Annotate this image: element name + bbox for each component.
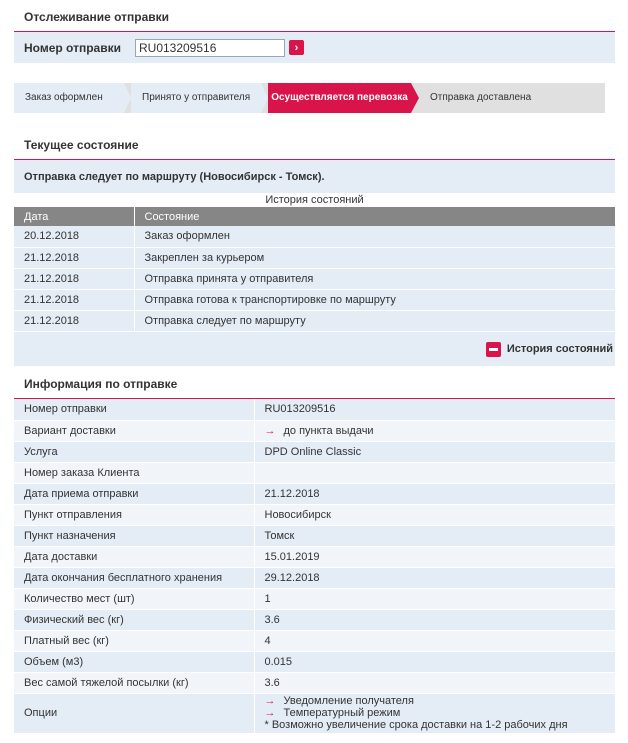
info-value: Томск xyxy=(254,525,615,546)
step-separator xyxy=(411,83,419,113)
info-row xyxy=(14,525,615,546)
info-value: 3.6 xyxy=(254,609,615,630)
row-state: Отправка следует по маршруту xyxy=(134,310,615,331)
info-value: 3.6 xyxy=(254,672,615,693)
option-label: Температурный режим xyxy=(283,707,401,719)
info-row xyxy=(14,483,615,504)
option-label: Уведомление получателя xyxy=(283,695,414,707)
info-value: до пункта выдачи xyxy=(283,424,374,437)
info-value: DPD Online Classic xyxy=(254,441,615,462)
row-state: Отправка принята у отправителя xyxy=(134,268,615,289)
info-value: 4 xyxy=(254,630,615,651)
table-row xyxy=(14,226,615,247)
table-row xyxy=(14,289,615,310)
info-key: Объем (м3) xyxy=(14,651,254,672)
info-key: Опции xyxy=(14,693,254,733)
option-item xyxy=(265,695,616,707)
info-row xyxy=(14,399,615,420)
info-key: Номер отправки xyxy=(14,399,254,420)
info-key: Пункт назначения xyxy=(14,525,254,546)
options-cell xyxy=(254,693,615,733)
step-separator xyxy=(124,83,131,113)
info-key: Вес самой тяжелой посылки (кг) xyxy=(14,672,254,693)
page-title: Отслеживание отправки xyxy=(14,0,615,32)
info-row xyxy=(14,420,615,441)
info-row xyxy=(14,588,615,609)
column-date: Дата xyxy=(14,207,134,226)
step-label: Отправка доставлена xyxy=(430,92,532,103)
info-value: 15.01.2019 xyxy=(254,546,615,567)
info-row xyxy=(14,630,615,651)
info-row xyxy=(14,546,615,567)
minus-icon xyxy=(486,342,501,357)
info-row xyxy=(14,441,615,462)
row-state: Отправка готова к транспортировке по маршруту xyxy=(134,289,615,310)
row-date: 21.12.2018 xyxy=(14,289,134,310)
table-row xyxy=(14,268,615,289)
arrow-right-icon: → xyxy=(264,695,276,707)
info-row xyxy=(14,651,615,672)
info-key: Платный вес (кг) xyxy=(14,630,254,651)
column-state: Состояние xyxy=(134,207,615,226)
step-order-created xyxy=(14,83,124,113)
info-value: 1 xyxy=(254,588,615,609)
step-label: Осуществляется перевозка xyxy=(271,92,408,103)
search-button[interactable] xyxy=(289,40,304,55)
history-caption: История состояний xyxy=(265,194,364,206)
step-delivered xyxy=(419,83,605,113)
progress-steps xyxy=(14,83,605,113)
status-text: Отправка следует по маршруту (Новосибирск - Томск). xyxy=(14,160,615,193)
option-note: * Возможно увеличение срока доставки на 1-2 рабочих дня xyxy=(264,719,568,731)
info-row xyxy=(14,462,615,483)
history-toggle-row xyxy=(14,332,615,366)
step-separator xyxy=(261,83,268,113)
info-row xyxy=(14,504,615,525)
table-row xyxy=(14,247,615,268)
history-table xyxy=(14,207,615,332)
info-key: Количество мест (шт) xyxy=(14,588,254,609)
info-key: Вариант доставки xyxy=(14,420,254,441)
info-value-cell xyxy=(254,420,615,441)
info-value xyxy=(254,462,615,483)
info-value: 21.12.2018 xyxy=(254,483,615,504)
tracking-number-label: Номер отправки xyxy=(24,40,121,55)
info-value: Новосибирск xyxy=(254,504,615,525)
step-accepted xyxy=(131,83,261,113)
row-date: 21.12.2018 xyxy=(14,247,134,268)
step-label: Принято у отправителя xyxy=(142,92,251,103)
step-in-transit xyxy=(268,83,411,113)
status-title: Текущее состояние xyxy=(14,128,615,160)
current-status-section xyxy=(14,128,615,366)
info-key: Дата окончания бесплатного хранения xyxy=(14,567,254,588)
row-date: 21.12.2018 xyxy=(14,310,134,331)
step-label: Заказ оформлен xyxy=(25,92,103,103)
info-value: 29.12.2018 xyxy=(254,567,615,588)
info-key: Дата приема отправки xyxy=(14,483,254,504)
info-key: Физический вес (кг) xyxy=(14,609,254,630)
history-toggle-label: История состояний xyxy=(506,343,613,355)
info-row xyxy=(14,567,615,588)
arrow-right-icon: → xyxy=(264,424,276,437)
option-item xyxy=(265,707,616,719)
row-date: 21.12.2018 xyxy=(14,268,134,289)
info-key: Услуга xyxy=(14,441,254,462)
shipment-info-section xyxy=(14,367,615,734)
info-row xyxy=(14,609,615,630)
info-table xyxy=(14,399,615,734)
row-date: 20.12.2018 xyxy=(14,226,134,247)
history-collapse-button[interactable] xyxy=(486,342,613,357)
chevron-right-icon: › xyxy=(294,41,299,54)
row-state: Заказ оформлен xyxy=(134,226,615,247)
info-key: Номер заказа Клиента xyxy=(14,462,254,483)
info-key: Дата доставки xyxy=(14,546,254,567)
arrow-right-icon: → xyxy=(264,707,276,719)
info-key: Пункт отправления xyxy=(14,504,254,525)
info-title: Информация по отправке xyxy=(14,367,615,399)
table-row xyxy=(14,310,615,331)
info-value: 0.015 xyxy=(254,651,615,672)
info-row-options xyxy=(14,693,615,733)
info-row xyxy=(14,672,615,693)
tracking-number-input[interactable] xyxy=(135,39,285,57)
row-state: Закреплен за курьером xyxy=(134,247,615,268)
tracking-bar xyxy=(14,32,615,63)
info-value: RU013209516 xyxy=(254,399,615,420)
